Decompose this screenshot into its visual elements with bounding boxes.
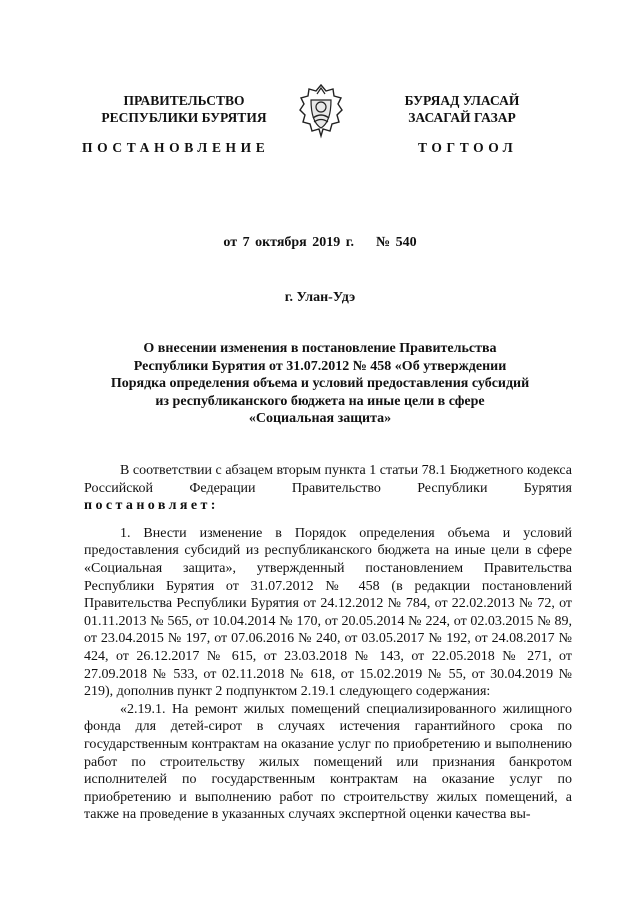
doc-type-right: ТОГТООЛ: [418, 140, 518, 155]
doc-type-left: ПОСТАНОВЛЕНИЕ: [82, 140, 270, 155]
document-city: г. Улан-Удэ: [284, 290, 356, 305]
document-date-number: от 7 октября 2019 г. № 540: [223, 235, 417, 250]
coat-of-arms-icon: [297, 82, 345, 140]
header-right: [362, 92, 562, 126]
header-left-line1: ПРАВИТЕЛЬСТВО: [123, 93, 245, 108]
preamble-paragraph: [84, 462, 572, 515]
title-line: О внесении изменения в постановление Правительства: [143, 341, 497, 356]
title-line: «Социальная защита»: [248, 411, 392, 426]
title-line: из республиканского бюджета на иные цели в сфере: [155, 393, 485, 409]
document-body: [84, 462, 572, 824]
title-line: Республики Бурятия от 31.07.2012 № 458 «Об утверждении: [133, 358, 507, 374]
item-1-paragraph: 1. Внести изменение в Порядок определения объема и условий предоставления субсидий из республиканского бюджета на иные цели в сфере «Социальная защита», утвержденный постановлением Правительства Республики Бурятия от 31.07.2012 № 458 (в редакции постановлений Правительства Республики Бурятия от 24.12.2012 № 784, от 22.02.2013 № 72, от 01.11.2013 № 565, от 10.04.2014 № 170, от 20.05.2014 № 224, от 02.03.2015 № 89, от 23.04.2015 № 197, от 07.06.2016 № 240, от 03.05.2017 № 192, от 24.08.2017 № 424, от 26.12.2017 № 615, от 23.03.2018 № 143, от 22.05.2018 № 271, от 27.09.2018 № 533, от 02.11.2018 № 618, от 15.02.2019 № 55, от 30.04.2019 № 219), дополнив пункт 2 подпунктом 2.19.1 следующего содержания:: [84, 525, 572, 700]
header-right-line2: ЗАСАГАЙ ГАЗАР: [408, 110, 516, 125]
header-right-line1: БУРЯАД УЛАСАЙ: [404, 93, 520, 108]
title-line: Порядка определения объема и условий предоставления субсидий: [110, 376, 530, 391]
header-left: [84, 92, 284, 126]
header-left-line2: РЕСПУБЛИКИ БУРЯТИЯ: [101, 110, 267, 125]
document-title: [80, 340, 560, 428]
subitem-2-19-1-paragraph: «2.19.1. На ремонт жилых помещений специализированного жилищного фонда для детей-сирот в случаях истечения гарантийного срока по государственным контрактам на оказание услуг по приобретению и выполнению работ по строительству жилых помещений или признания банкротом исполнителей по государственным контрактам на оказание услуг по приобретению и выполнению работ по строительству жилых помещений, а также на проведение в указанных случаях экспертной оценки качества вы-: [84, 701, 572, 823]
preamble-text: В соответствии с абзацем вторым пункта 1 статьи 78.1 Бюджетного кодекса Российской Федерации Правительство Республики Бурятия: [84, 463, 572, 496]
resolves-word: постановляет:: [84, 498, 219, 514]
